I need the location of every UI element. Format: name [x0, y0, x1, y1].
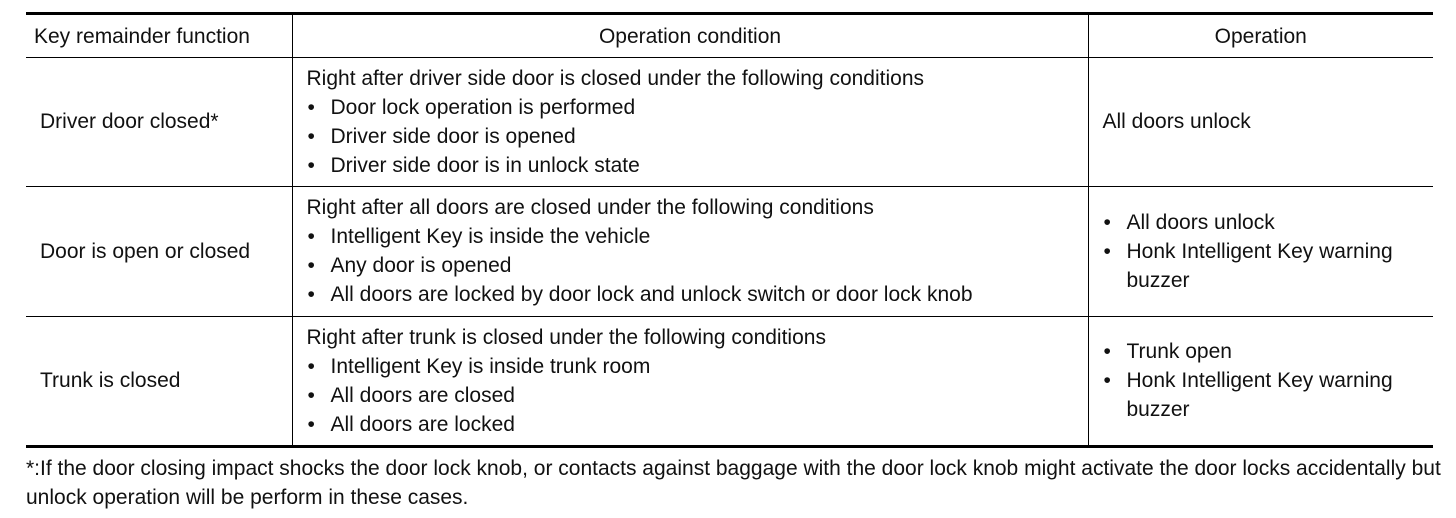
condition-item: • Door lock operation is performed [307, 93, 1074, 122]
condition-lead: Right after all doors are closed under the following conditions [306, 196, 874, 219]
condition-lead: Right after driver side door is closed under the following conditions [306, 66, 925, 90]
operation-item: • Honk Intelligent Key warning buzzer [1103, 237, 1420, 295]
condition-cell [292, 317, 1088, 447]
condition-list [307, 352, 1074, 439]
condition-item: • All doors are locked by door lock and unlock switch or door lock knob [307, 280, 1074, 309]
function-cell: Door is open or closed [26, 187, 292, 317]
header-operation: Operation [1088, 14, 1433, 58]
table-header-row [26, 14, 1433, 58]
condition-item: • Driver side door is opened [307, 122, 1074, 151]
operation-cell [1088, 317, 1433, 447]
operation-item: • Trunk open [1103, 337, 1420, 366]
condition-cell [292, 187, 1088, 317]
condition-item: • Any door is opened [307, 251, 1074, 280]
condition-list [307, 222, 1074, 309]
operation-text: All doors unlock [1102, 110, 1251, 133]
condition-item: • Intelligent Key is inside trunk room [307, 352, 1074, 381]
table-row [26, 187, 1433, 317]
operation-item: • All doors unlock [1103, 208, 1420, 237]
condition-cell [292, 58, 1088, 187]
operation-item: • Honk Intelligent Key warning buzzer [1103, 366, 1420, 424]
table-row [26, 58, 1433, 187]
condition-item: • All doors are closed [307, 381, 1074, 410]
table-row [26, 317, 1433, 447]
operation-list [1103, 208, 1420, 295]
header-operation-condition: Operation condition [292, 14, 1088, 58]
function-cell: Driver door closed* [26, 58, 292, 187]
operation-cell [1088, 187, 1433, 317]
condition-lead: Right after trunk is closed under the following conditions [306, 325, 826, 349]
header-key-remainder-function: Key remainder function [26, 14, 292, 58]
condition-list [307, 93, 1074, 180]
key-remainder-table [26, 12, 1433, 448]
footnote: *:If the door closing impact shocks the door lock knob, or contacts against baggage with the door lock knob might activate the door locks accidentally but unlock operation will be perform in these cases. [26, 457, 1441, 509]
document [26, 12, 1441, 512]
operation-cell [1088, 58, 1433, 187]
function-cell: Trunk is closed [26, 317, 292, 447]
condition-item: • All doors are locked [307, 410, 1074, 439]
operation-list [1103, 337, 1420, 424]
condition-item: • Driver side door is in unlock state [307, 151, 1074, 180]
condition-item: • Intelligent Key is inside the vehicle [307, 222, 1074, 251]
